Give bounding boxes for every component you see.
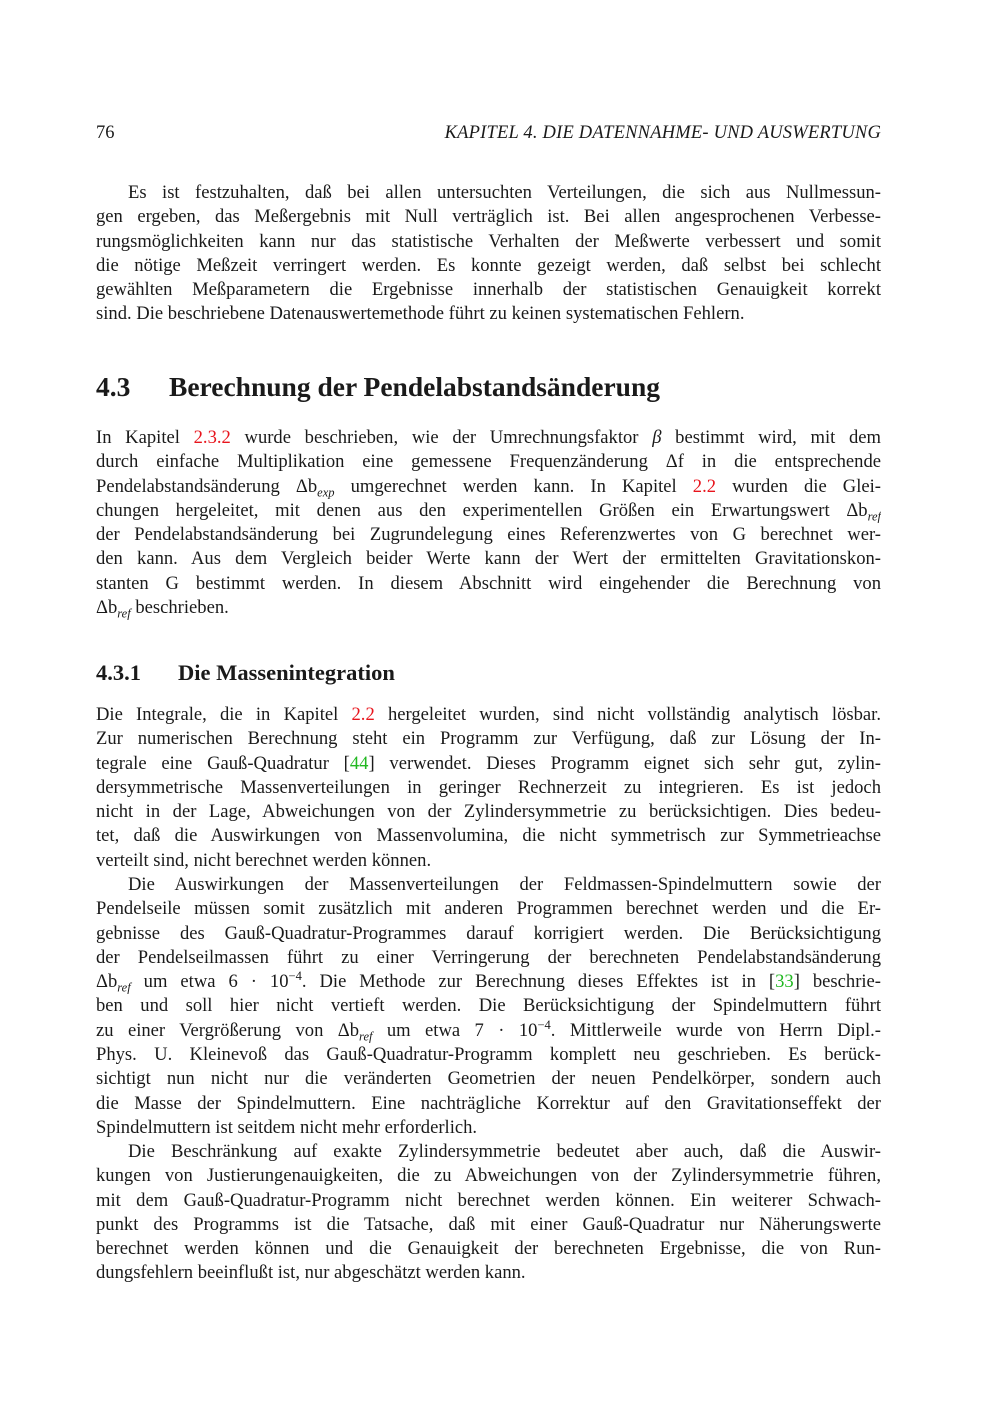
text-line: sind. Die beschriebene Datenauswertemethode führt zu keinen systematischen Fehlern. xyxy=(96,303,745,325)
subsection-heading xyxy=(96,658,395,688)
text-line: In Kapitel 2.3.2 wurde beschrieben, wie der Umrechnungsfaktor β bestimmt wird, mit dem xyxy=(96,427,881,448)
text-line: $\Delta b_{ref}$ beschrieben. xyxy=(96,597,229,621)
text-line: den kann. Aus dem Vergleich beider Werte kann der Wert der ermittelten Gravitationskon- xyxy=(96,548,881,570)
text-line: ben und soll hier nicht vertieft werden. Die Berücksichtigung der Spindelmuttern führt xyxy=(96,995,881,1017)
text-line: stanten G bestimmt werden. In diesem Abschnitt wird eingehender die Berechnung von xyxy=(96,572,881,594)
text-line: durch einfache Multiplikation eine gemessene Frequenzänderung Δf in die entsprechende xyxy=(96,451,881,473)
text-line: punkt des Programms ist die Tatsache, daß mit einer Gauß-Quadratur nur Näherungswerte xyxy=(96,1213,881,1235)
text-line: Zur numerischen Berechnung steht ein Programm zur Verfügung, daß zur Lösung der In- xyxy=(96,728,881,750)
text-line: rungsmöglichkeiten kann nur das statistische Verhalten der Meßwerte verbessert und somit xyxy=(96,230,881,252)
text-line: gebnisse des Gauß-Quadratur-Programmes darauf korrigiert werden. Die Berücksichtigung xyxy=(96,922,881,944)
text-line: gen ergeben, das Meßergebnis mit Null verträglich ist. Bei allen angesprochenen Verbesse- xyxy=(96,206,881,228)
text-line: die Masse der Spindelmuttern. Eine nachträgliche Korrektur auf den Gravitationseffekt der xyxy=(96,1092,881,1114)
text-line: die nötige Meßzeit verringert werden. Es konnte gezeigt werden, daß selbst bei schlecht xyxy=(96,254,881,276)
paragraph-corrections xyxy=(96,873,881,1140)
section-number: 4.3 xyxy=(96,371,131,402)
text-line: $\Delta b_{ref}$ um etwa $6 \cdot 10^{-4}$. Die Methode zur Berechnung dieses Effektes ist in [33] beschrie- xyxy=(96,970,881,995)
subsection-number: 4.3.1 xyxy=(96,660,141,685)
text-line: dersymmetrische Massenverteilungen in geringer Rechnerzeit zu integrieren. Es ist jedoch xyxy=(96,776,881,798)
section-heading xyxy=(96,369,660,405)
text-line: mit dem Gauß-Quadratur-Programm nicht berechnet werden können. Ein weiterer Schwach- xyxy=(96,1189,881,1211)
text-line: zu einer Vergrößerung von $\Delta b_{ref}$ um etwa $7 \cdot 10^{-4}$. Mittlerweile wurde von Herrn Dipl.- xyxy=(96,1018,881,1044)
subsection-title: Die Massenintegration xyxy=(178,660,395,685)
text-line: der Pendelseilmassen führt zu einer Verringerung der berechneten Pendelabstandsänderung xyxy=(96,946,881,968)
citation-link[interactable]: 33 xyxy=(775,971,794,993)
chapter-link[interactable]: 2.2 xyxy=(692,475,717,497)
beta-symbol: β xyxy=(652,427,662,448)
text-line: chungen hergeleitet, mit denen aus den experimentellen Größen ein Erwartungswert $\Delta b_{ref}$ xyxy=(96,499,881,524)
text-line: der Pendelabstandsänderung bei Zugrundelegung eines Referenzwertes von G berechnet wer- xyxy=(96,524,881,546)
chapter-title: KAPITEL 4. DIE DATENNAHME- UND AUSWERTUNG xyxy=(444,123,881,143)
text-line: Phys. U. Kleinevoß das Gauß-Quadratur-Programm komplett neu geschrieben. Es berück- xyxy=(96,1044,881,1066)
text-line: Es ist festzuhalten, daß bei allen untersuchten Verteilungen, die sich aus Nullmessun- xyxy=(128,182,881,203)
paragraph-intro xyxy=(96,181,881,327)
running-header xyxy=(96,120,881,146)
text-line: verteilt sind, nicht berechnet werden können. xyxy=(96,849,432,871)
text-line: nicht in der Lage, Abweichungen von der Zylindersymmetrie zu berücksichtigen. Dies bedeu- xyxy=(96,801,881,823)
chapter-link[interactable]: 2.3.2 xyxy=(193,427,231,448)
text-line: sichtigt nun nicht nur die veränderten Geometrien der neuen Pendelkörper, sondern auch xyxy=(96,1068,881,1090)
section-title: Berechnung der Pendelabstandsänderung xyxy=(169,371,661,402)
chapter-link[interactable]: 2.2 xyxy=(351,704,375,725)
citation-link[interactable]: 44 xyxy=(349,752,369,774)
text-line: dungsfehlern beeinflußt ist, nur abgeschätzt werden kann. xyxy=(96,1262,526,1284)
paragraph-limitations xyxy=(96,1140,881,1286)
text-line: Pendelseile müssen somit zusätzlich mit anderen Programmen berechnet werden und die Er- xyxy=(96,898,881,920)
text-line: tet, daß die Auswirkungen von Massenvolumina, die nicht symmetrisch zur Symmetrieachse xyxy=(96,825,881,847)
paragraph-section-intro xyxy=(96,426,881,620)
text-line: Die Auswirkungen der Massenverteilungen der Feldmassen-Spindelmuttern sowie der xyxy=(128,874,881,895)
text-line: Pendelabstandsänderung $\Delta b_{exp}$ umgerechnet werden kann. In Kapitel 2.2 wurden die Glei- xyxy=(96,475,881,499)
text-line: kungen von Justierungenauigkeiten, die zu Abweichungen von der Zylindersymmetrie führen, xyxy=(96,1165,881,1187)
text-line: tegrale eine Gauß-Quadratur [44] verwendet. Dieses Programm eignet sich sehr gut, zylin- xyxy=(96,752,881,774)
text-line: berechnet werden können und die Genauigkeit der berechneten Ergebnisse, die von Run- xyxy=(96,1238,881,1260)
text-line: Die Beschränkung auf exakte Zylindersymmetrie bedeutet aber auch, daß die Auswir- xyxy=(128,1141,881,1162)
text-line: gewählten Meßparametern die Ergebnisse innerhalb der statistischen Genauigkeit korrekt xyxy=(96,279,881,301)
text-line: Spindelmuttern ist seitdem nicht mehr erforderlich. xyxy=(96,1116,478,1138)
text-line: Die Integrale, die in Kapitel 2.2 hergeleitet wurden, sind nicht vollständig analytisch lösbar. xyxy=(96,704,881,725)
paragraph-massenintegration xyxy=(96,703,881,873)
page-number: 76 xyxy=(96,123,115,143)
